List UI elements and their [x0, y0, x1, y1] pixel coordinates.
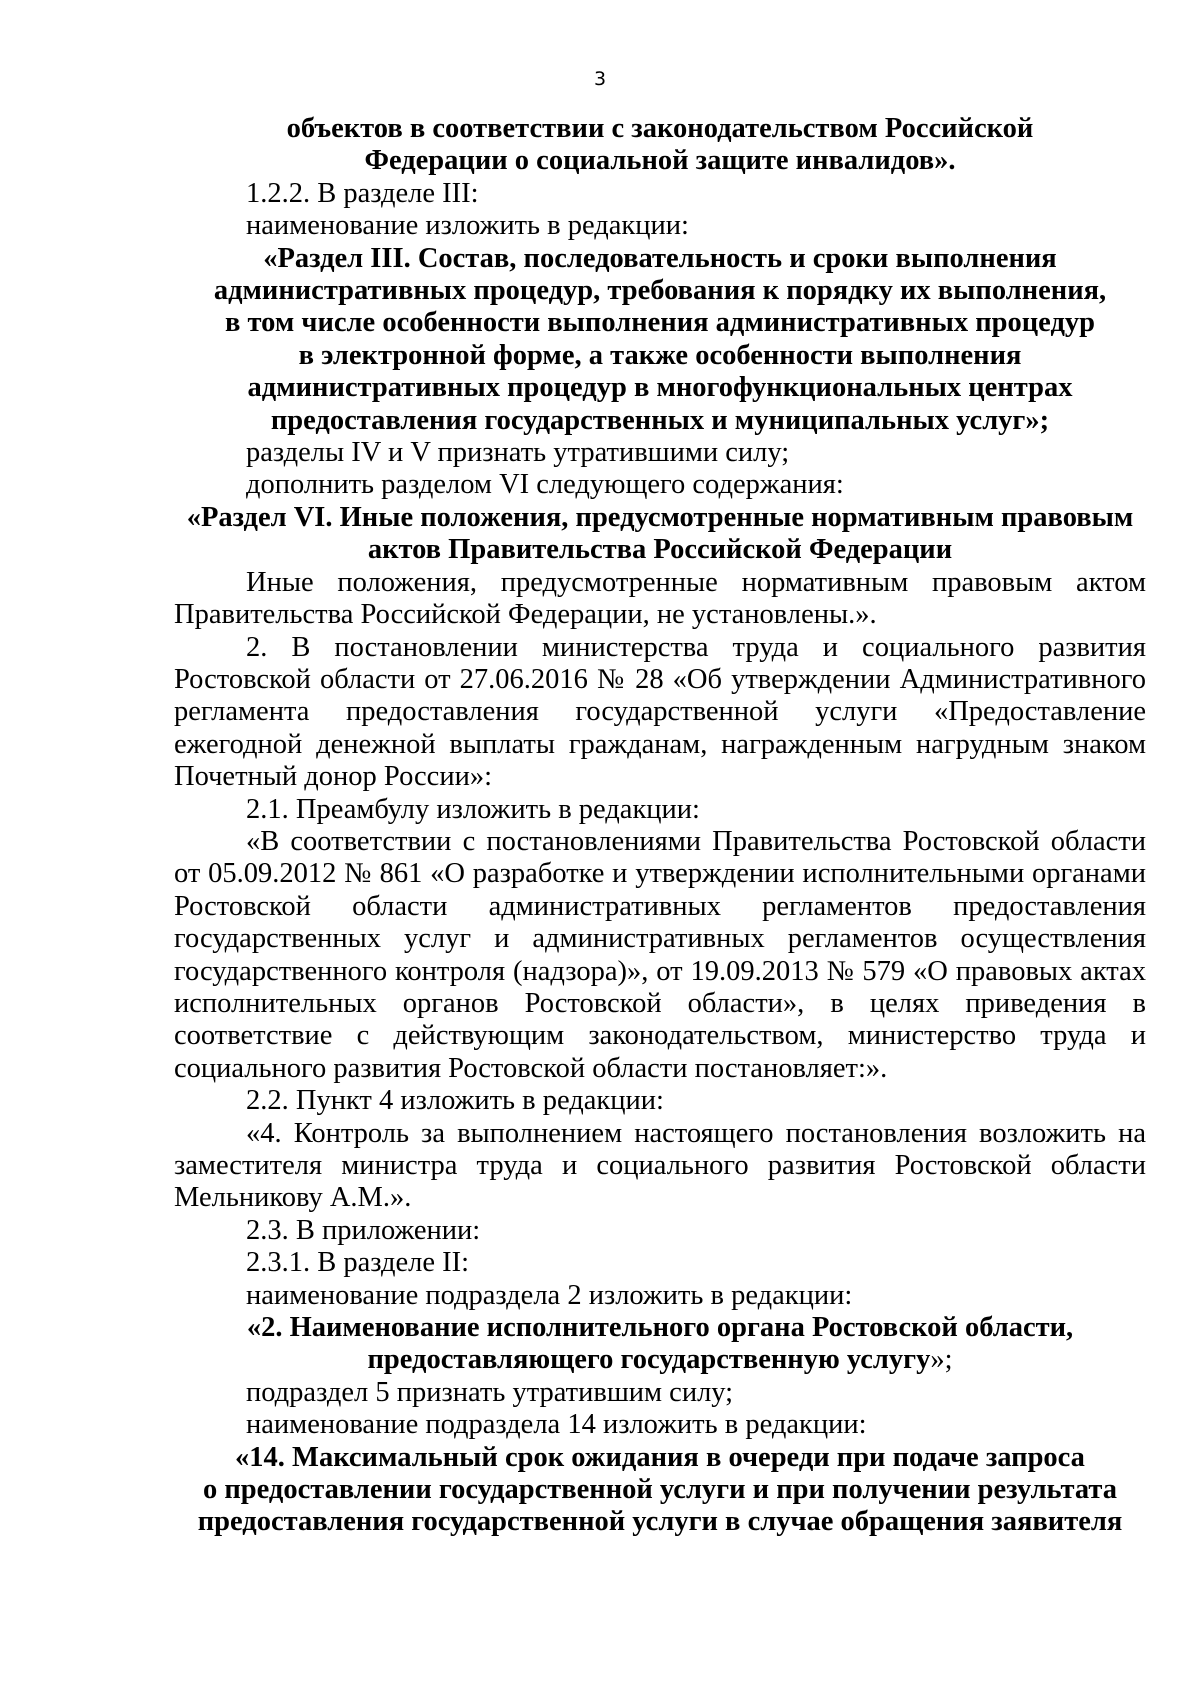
- paragraph: «В соответствии с постановлениями Правительства Ростовской области от 05.09.2012 № 861 «О разработке и утверждении исполнительными органами Ростовской области административных регламентов предоставления государственных услуг и административных регламентов осуществления государственного контроля (надзора)», от 19.09.2013 № 579 «О правовых актах исполнительных органов Ростовской области», в целях приведения в соответствие с действующим законодательством, министерство труда и социального развития Ростовской области постановляет:».: [174, 825, 1146, 1084]
- heading-line: административных процедур в многофункциональных центрах: [247, 372, 1073, 404]
- heading-line: актов Правительства Российской Федерации: [367, 534, 953, 566]
- paragraph: 2.1. Преамбулу изложить в редакции:: [246, 793, 700, 825]
- paragraph: 2.3. В приложении:: [246, 1214, 481, 1246]
- paragraph: наименование подраздела 14 изложить в редакции:: [246, 1409, 867, 1441]
- paragraph: наименование изложить в редакции:: [246, 210, 689, 242]
- heading-line: Федерации о социальной защите инвалидов».: [364, 145, 956, 177]
- paragraph: подраздел 5 признать утратившим силу;: [246, 1376, 734, 1408]
- heading-line: предоставления государственной услуги в случае обращения заявителя: [197, 1506, 1123, 1538]
- paragraph: «4. Контроль за выполнением настоящего постановления возложить на заместителя министра труда и социального развития Ростовской области Мельникову А.М.».: [174, 1117, 1146, 1214]
- paragraph: наименование подраздела 2 изложить в редакции:: [246, 1279, 853, 1311]
- heading-line: «2. Наименование исполнительного органа Ростовской области,: [246, 1312, 1074, 1344]
- paragraph: 2.3.1. В разделе II:: [246, 1247, 470, 1279]
- heading-line: [174, 1344, 1146, 1376]
- heading-line: «Раздел VI. Иные положения, предусмотренные нормативным правовым: [186, 501, 1134, 533]
- heading-line: в электронной форме, а также особенности выполнения: [298, 339, 1022, 371]
- heading-text: предоставляющего государственную услугу: [367, 1344, 931, 1376]
- heading-line: предоставления государственных и муниципальных услуг»;: [270, 404, 1050, 436]
- heading-line: объектов в соответствии с законодательством Российской: [286, 113, 1034, 144]
- heading-line: «14. Максимальный срок ожидания в очереди при подаче запроса: [235, 1441, 1085, 1473]
- heading-line: «Раздел III. Состав, последовательность и сроки выполнения: [263, 242, 1057, 274]
- paragraph: разделы IV и V признать утратившими силу;: [246, 437, 790, 469]
- heading-tail: »;: [930, 1344, 953, 1376]
- paragraph: 2. В постановлении министерства труда и социального развития Ростовской области от 27.06.2016 № 28 «Об утверждении Административного регламента предоставления государственной услуги «Предоставление ежегодной денежной выплаты гражданам, награжденным нагрудным знаком Почетный донор России»:: [174, 631, 1146, 793]
- document-body: [174, 113, 1146, 1539]
- paragraph: Иные положения, предусмотренные нормативным правовым актом Правительства Российской Федерации, не установлены.».: [174, 566, 1146, 631]
- heading-line: о предоставлении государственной услуги и при получении результата: [202, 1474, 1118, 1506]
- paragraph: 2.2. Пункт 4 изложить в редакции:: [246, 1085, 664, 1117]
- heading-line: в том числе особенности выполнения административных процедур: [225, 307, 1095, 339]
- heading-line: административных процедур, требования к порядку их выполнения,: [213, 275, 1107, 307]
- paragraph: дополнить разделом VI следующего содержания:: [246, 469, 844, 501]
- page-number: 3: [593, 68, 607, 90]
- paragraph: 1.2.2. В разделе III:: [246, 177, 479, 209]
